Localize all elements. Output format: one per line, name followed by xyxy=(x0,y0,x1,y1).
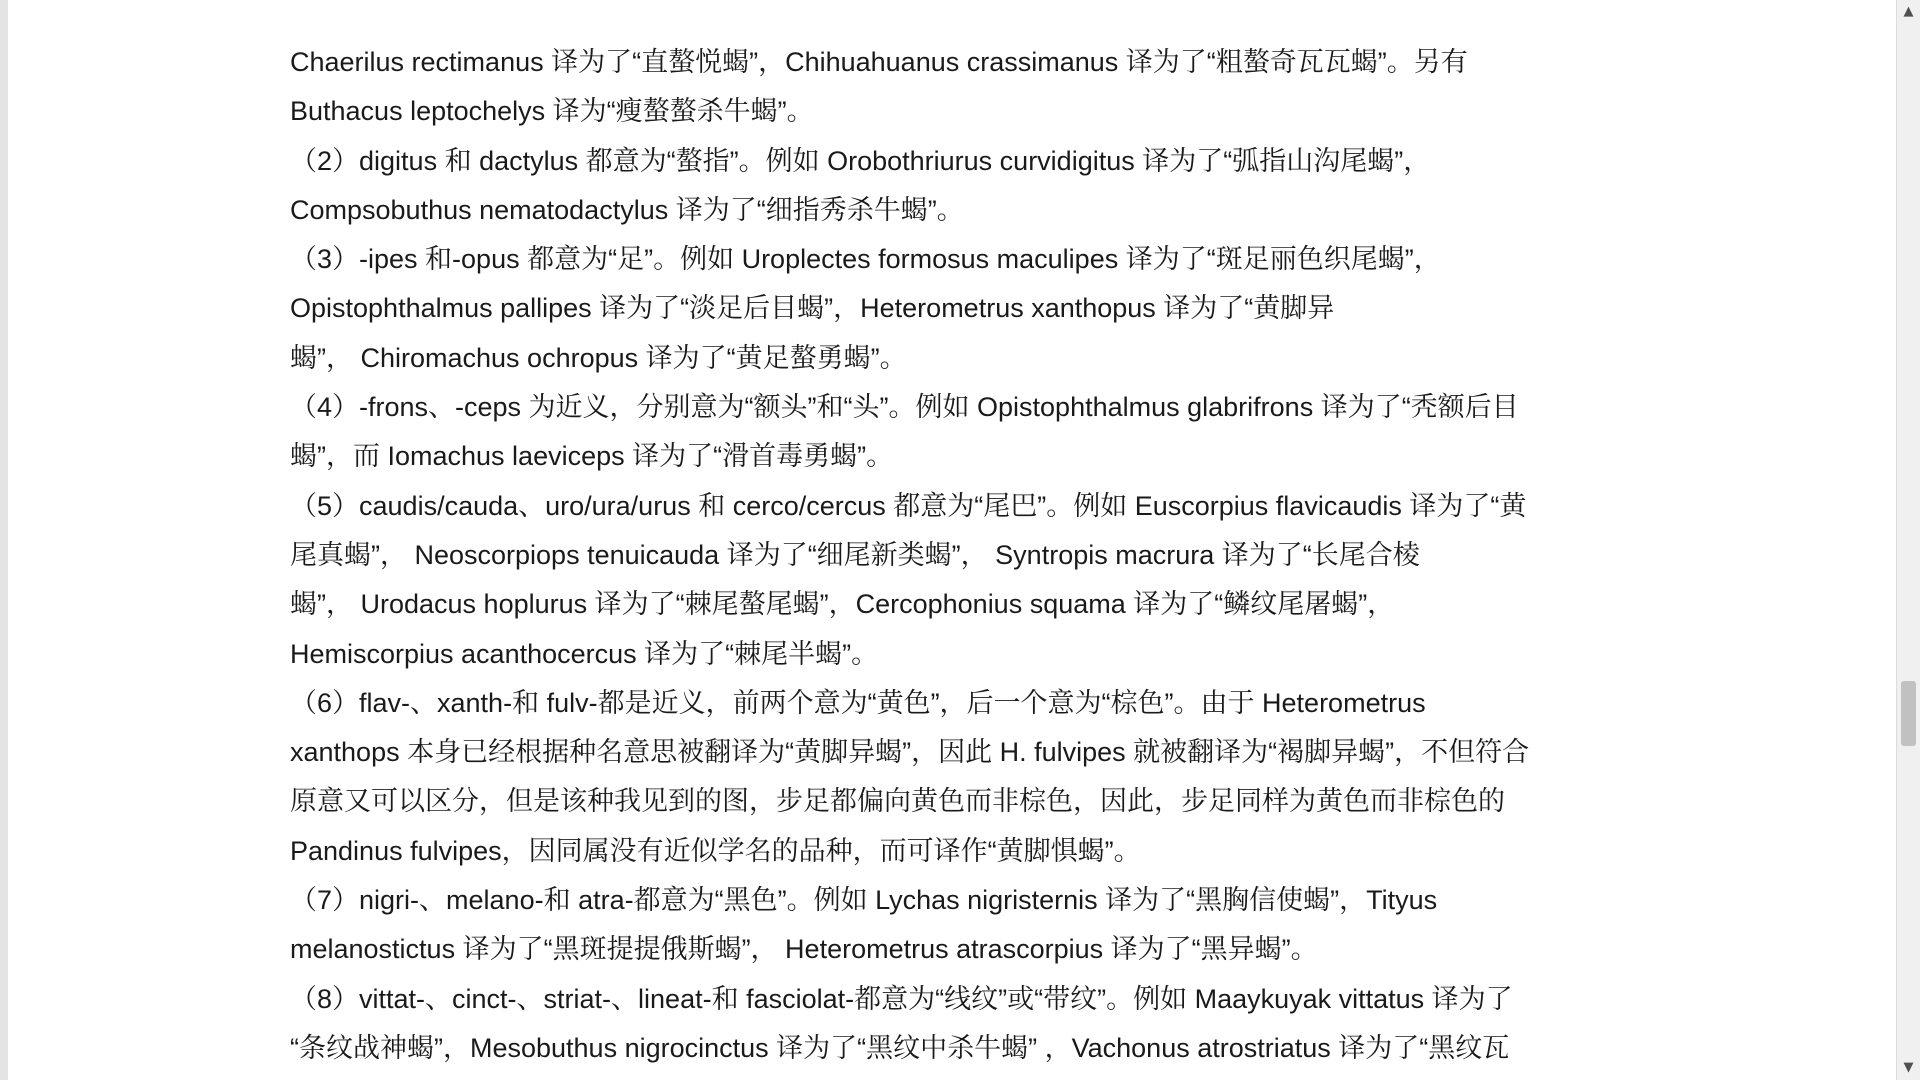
scroll-thumb[interactable] xyxy=(1901,681,1916,746)
text-line: （4）-frons、-ceps 为近义，分别意为“额头”和“头”。例如 Opistophthalmus glabrifrons 译为了“秃额后目 xyxy=(290,392,1519,423)
text-line: Hemiscorpius acanthocercus 译为了“棘尾半蝎”。 xyxy=(290,638,879,669)
text-line: Opistophthalmus pallipes 译为了“淡足后目蝎”，Heterometrus xanthopus 译为了“黄脚异 xyxy=(290,293,1335,324)
text-line: Buthacus leptochelys 译为“瘦螯螯杀牛蝎”。 xyxy=(290,96,814,127)
text-line: （5）caudis/cauda、uro/ura/urus 和 cerco/cercus 都意为“尾巴”。例如 Euscorpius flavicaudis 译为了“黄 xyxy=(290,490,1527,521)
text-line: （6）flav-、xanth-和 fulv-都是近义，前两个意为“黄色”，后一个意为“棕色”。由于 Heterometrus xyxy=(290,687,1426,718)
scroll-track[interactable] xyxy=(1897,24,1920,1056)
chevron-down-icon: ▼ xyxy=(1903,1060,1914,1075)
text-line: melanostictus 译为了“黑斑提提俄斯蝎”， Heterometrus atrascorpius 译为了“黑异蝎”。 xyxy=(290,934,1318,965)
text-line: 蝎”， Chiromachus ochropus 译为了“黄足螯勇蝎”。 xyxy=(290,342,907,373)
text-line: Compsobuthus nematodactylus 译为了“细指秀杀牛蝎”。 xyxy=(290,194,964,225)
document-text-body xyxy=(290,38,1610,1073)
text-line: 原意又可以区分，但是该种我见到的图，步足都偏向黄色而非棕色，因此，步足同样为黄色而非棕色的 xyxy=(290,786,1505,817)
text-line: （2）digitus 和 dactylus 都意为“螯指”。例如 Orobothriurus curvidigitus 译为了“弧指山沟尾蝎”， xyxy=(290,145,1431,176)
text-line: 尾真蝎”， Neoscorpiops tenuicauda 译为了“细尾新类蝎”， Syntropis macrura 译为了“长尾合棱 xyxy=(290,539,1420,570)
text-line: “条纹战神蝎”，Mesobuthus nigrocinctus 译为了“黑纹中杀牛蝎” ，Vachonus atrostriatus 译为了“黑纹瓦 xyxy=(290,1032,1510,1063)
text-line: 蝎”， Urodacus hoplurus 译为了“棘尾螯尾蝎”，Cercophonius squama 译为了“鳞纹尾屠蝎”， xyxy=(290,589,1395,620)
text-line: Chaerilus rectimanus 译为了“直螯悦蝎”，Chihuahuanus crassimanus 译为了“粗螯奇瓦瓦蝎”。另有 xyxy=(290,47,1468,77)
scroll-down-button[interactable] xyxy=(1897,1056,1920,1080)
scroll-up-button[interactable] xyxy=(1897,0,1920,24)
left-window-edge xyxy=(0,0,8,1080)
chevron-up-icon: ▲ xyxy=(1903,4,1914,19)
text-line: Pandinus fulvipes，因同属没有近似学名的品种，而可译作“黄脚惧蝎”。 xyxy=(290,835,1141,866)
text-line: 蝎”，而 Iomachus laeviceps 译为了“滑首毒勇蝎”。 xyxy=(290,441,894,472)
text-line: （7）nigri-、melano-和 atra-都意为“黑色”。例如 Lychas nigristernis 译为了“黑胸信使蝎”，Tityus xyxy=(290,885,1438,916)
text-line: （8）vittat-、cinct-、striat-、lineat-和 fasciolat-都意为“线纹”或“带纹”。例如 Maaykuyak vittatus 译为了 xyxy=(290,983,1513,1014)
text-line: xanthops 本身已经根据种名意思被翻译为“黄脚异蝎”，因此 H. fulvipes 就被翻译为“褐脚异蝎”，不但符合 xyxy=(290,737,1530,768)
vertical-scrollbar[interactable] xyxy=(1896,0,1920,1080)
text-line: （3）-ipes 和-opus 都意为“足”。例如 Uroplectes formosus maculipes 译为了“斑足丽色织尾蝎”， xyxy=(290,244,1441,275)
